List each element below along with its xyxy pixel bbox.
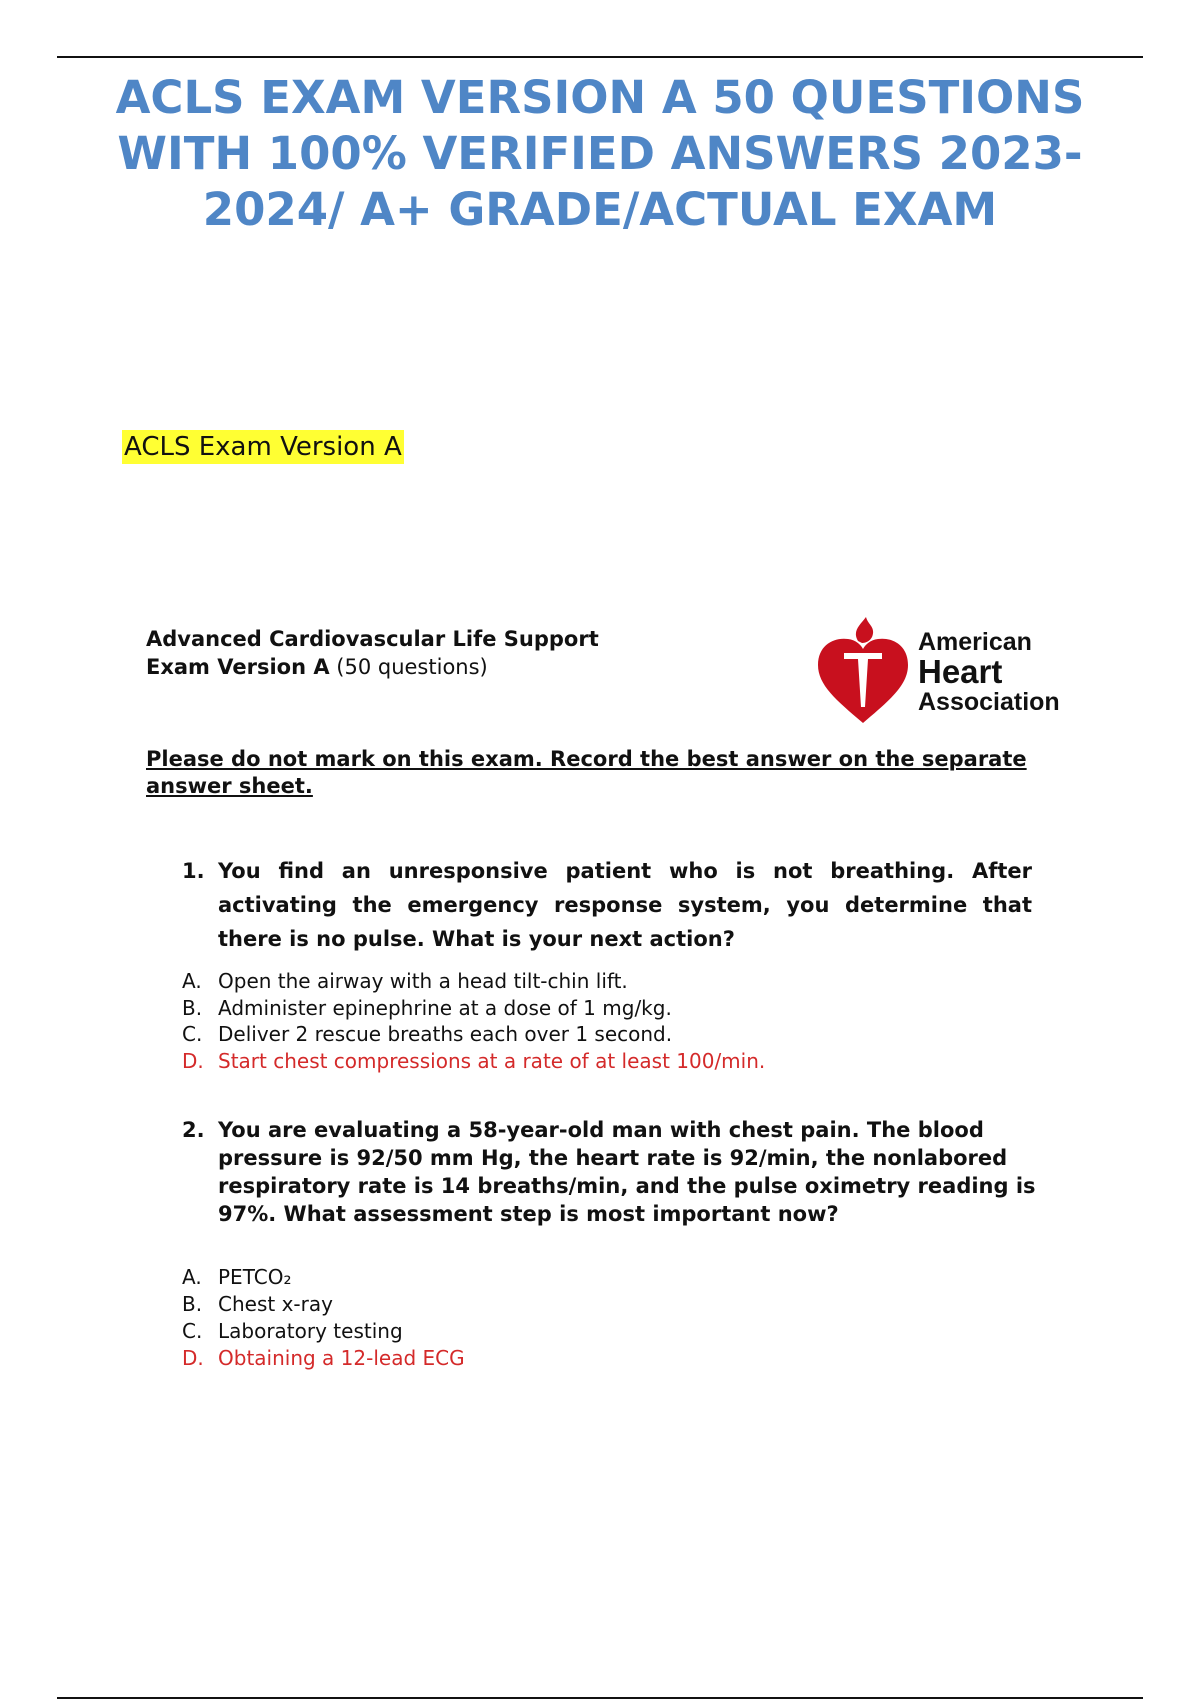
logo-line3: Association xyxy=(918,688,1060,716)
question-number: 2. xyxy=(182,1118,205,1142)
option-text: PETCO₂ xyxy=(218,1265,292,1289)
option-text: Laboratory testing xyxy=(218,1319,403,1343)
question-1 xyxy=(182,854,1032,956)
question-1-options xyxy=(182,968,765,1074)
option-a[interactable] xyxy=(182,1264,465,1291)
aha-logo xyxy=(816,615,1096,727)
option-c[interactable] xyxy=(182,1021,765,1048)
option-text: Open the airway with a head tilt-chin lift. xyxy=(218,969,628,993)
option-text: Administer epinephrine at a dose of 1 mg/kg. xyxy=(218,995,672,1020)
question-text: You find an unresponsive patient who is not breathing. After activating the emergency response system, you determine that there is no pulse. What is your next action? xyxy=(218,859,1032,951)
option-letter: D. xyxy=(182,1346,204,1370)
option-b[interactable] xyxy=(182,995,765,1022)
header-line2-bold: Exam Version A xyxy=(146,655,330,679)
instruction: Please do not mark on this exam. Record the best answer on the separate answer sheet. xyxy=(146,747,1027,798)
option-letter: C. xyxy=(182,1022,203,1046)
option-text: Obtaining a 12-lead ECG xyxy=(218,1346,465,1370)
heart-torch-icon xyxy=(816,615,911,727)
option-text: Chest x-ray xyxy=(218,1292,333,1316)
option-text: Deliver 2 rescue breaths each over 1 second. xyxy=(218,1022,673,1046)
option-letter: B. xyxy=(182,995,203,1020)
option-a[interactable] xyxy=(182,968,765,995)
option-letter: B. xyxy=(182,1292,203,1316)
option-letter: A. xyxy=(182,1265,202,1289)
option-c[interactable] xyxy=(182,1318,465,1345)
option-letter: A. xyxy=(182,969,202,993)
option-letter: C. xyxy=(182,1319,203,1343)
question-2-options xyxy=(182,1264,465,1372)
bottom-rule xyxy=(57,1697,1143,1699)
option-text: Start chest compressions at a rate of at least 100/min. xyxy=(218,1048,766,1073)
option-d-correct[interactable] xyxy=(182,1345,465,1372)
header-line2-rest: (50 questions) xyxy=(329,655,488,679)
question-number: 1. xyxy=(182,859,205,883)
question-text: You are evaluating a 58-year-old man with chest pain. The blood pressure is 92/50 mm Hg, the heart rate is 92/min, the nonlabored respiratory rate is 14 breaths/min, and the pulse oximetry reading is 97%. What assessment step is most important now? xyxy=(218,1118,1036,1226)
logo-line2: Heart xyxy=(918,653,1003,690)
option-d-correct[interactable] xyxy=(182,1048,765,1075)
option-letter: D. xyxy=(182,1048,204,1073)
highlighted-heading: ACLS Exam Version A xyxy=(124,432,402,462)
header-line1: Advanced Cardiovascular Life Support xyxy=(146,627,599,651)
question-2 xyxy=(182,1116,1062,1228)
document-title: ACLS EXAM VERSION A 50 QUESTIONS WITH 100% VERIFIED ANSWERS 2023-2024/ A+ GRADE/ACTUAL EXAM xyxy=(115,71,1085,236)
top-rule xyxy=(57,56,1143,58)
logo-line1: American xyxy=(918,628,1032,656)
exam-header xyxy=(146,625,599,681)
option-b[interactable] xyxy=(182,1291,465,1318)
